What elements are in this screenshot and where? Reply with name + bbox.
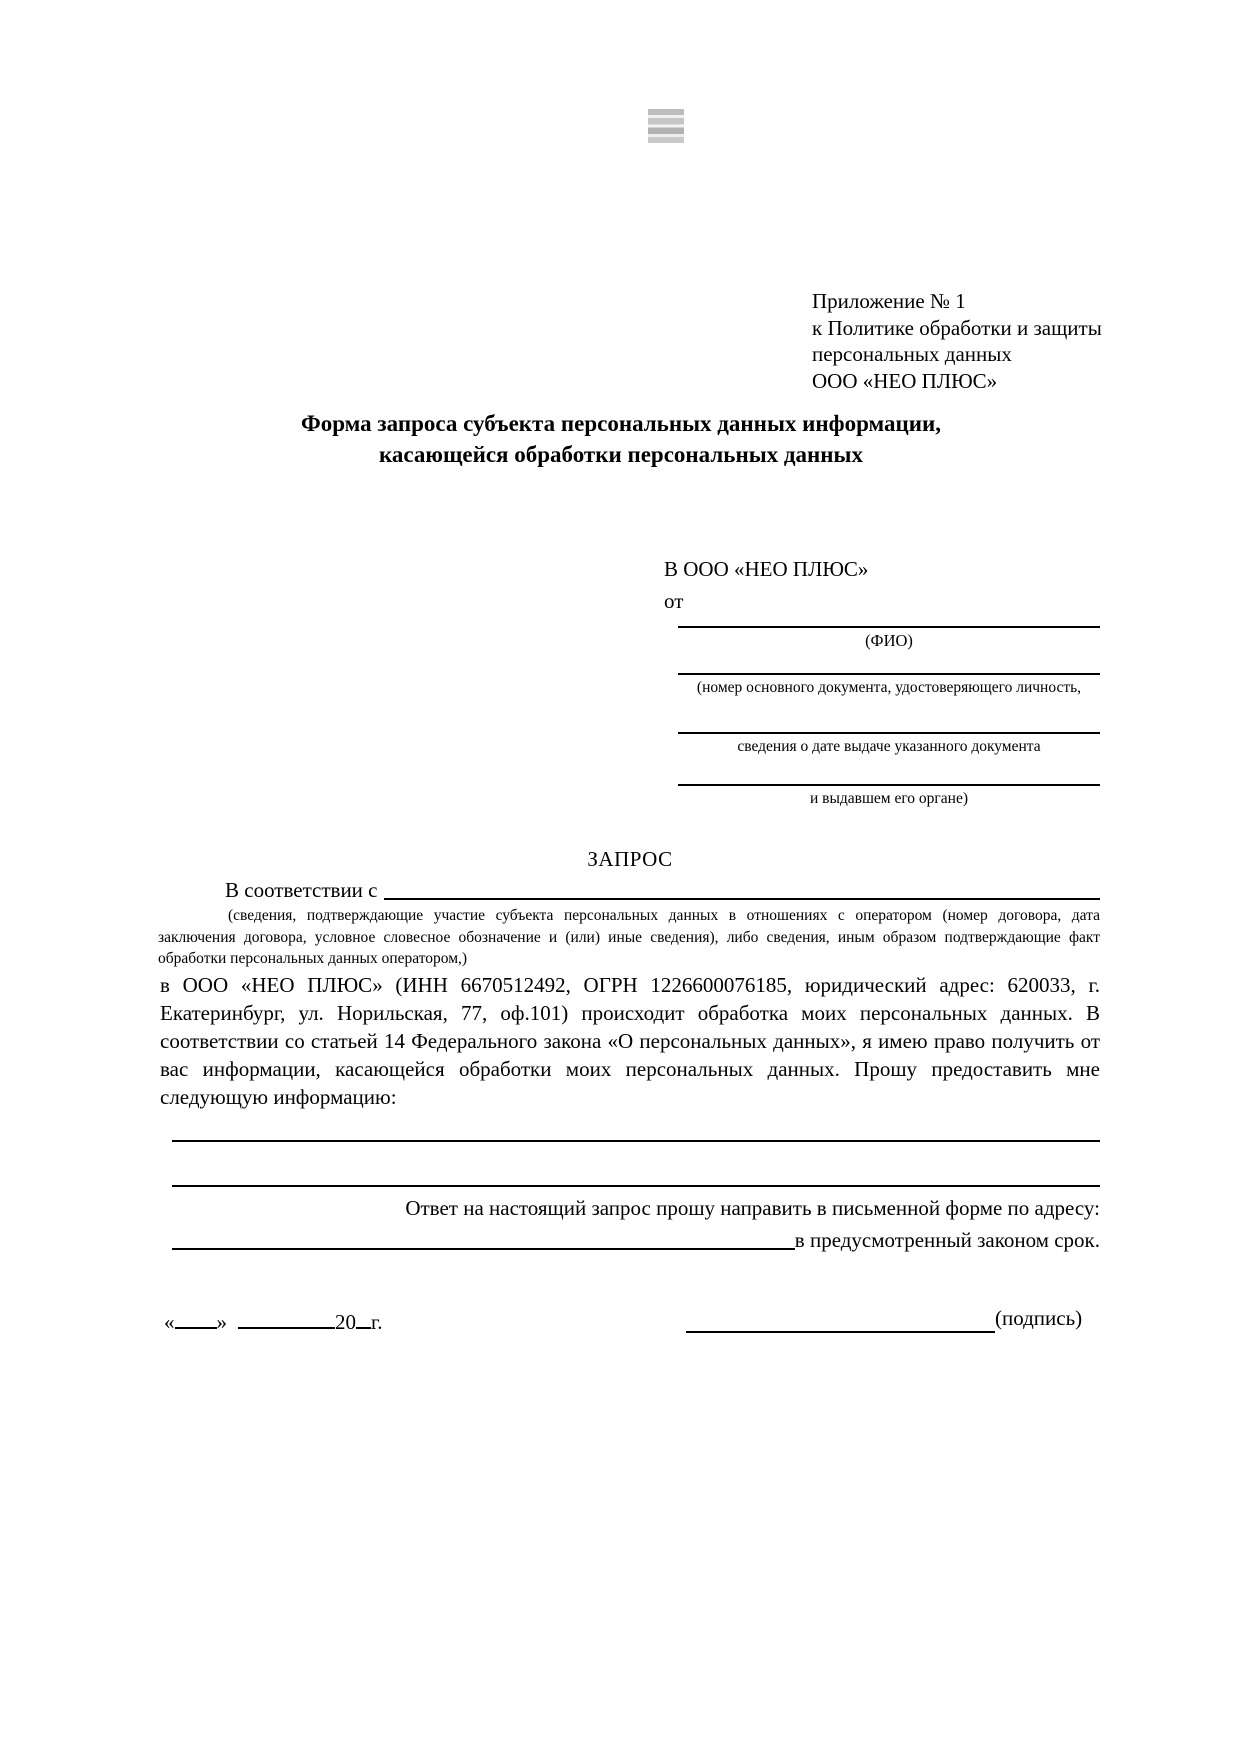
request-body-paragraph: в ООО «НЕО ПЛЮС» (ИНН 6670512492, ОГРН 1226600076185, юридический адрес: 620033, г. Екатеринбург, ул. Норильская, 77, оф.101) происходит обработка моих персональных данных. В соответствии со статьей 14 Федерального закона «О персональных данных», я имею право получить от вас информации, касающейся обработки моих персональных данных. Прошу предоставить мне следующую информацию: [160,973,1100,1109]
reply-tail: в предусмотренный законом срок. [794,1228,1100,1252]
info-fill-line-2 [172,1185,1100,1187]
appendix-line: Приложение № 1 [812,289,966,313]
id-document-caption-1: (номер основного документа, удостоверяющего личность, [696,679,1082,696]
issue-date-fill-line [678,732,1100,734]
issuing-authority-fill-line [678,784,1100,786]
accordance-row [160,877,1100,904]
date-quote-close: » [216,1310,227,1334]
date-row [164,1306,383,1335]
date-year-fill-line [356,1306,371,1329]
date-day-fill-line [175,1306,217,1329]
id-document-caption-3: и выдавшем его органе) [809,790,969,807]
date-year-suffix: г. [371,1310,383,1334]
date-quote-open: « [164,1310,175,1334]
appendix-line: к Политике обработки и защиты [812,315,1102,340]
reply-request-line: Ответ на настоящий запрос прошу направить в письменной форме по адресу: [405,1196,1100,1220]
accordance-label: В соответствии с [225,878,378,902]
signature-caption: (подпись) [995,1306,1083,1330]
appendix-line: ООО «НЕО ПЛЮС» [812,368,998,393]
addressee-organization: В ООО «НЕО ПЛЮС» [664,557,869,581]
document-title [0,408,1242,470]
fio-fill-line [678,626,1100,628]
appendix-block [812,288,1102,394]
title-line-1: Форма запроса субъекта персональных данных информации, [300,411,942,436]
signature-fill-line [686,1331,995,1333]
addressee-from-label: от [664,589,684,613]
accordance-fill-line [384,898,1101,900]
accordance-footnote: (сведения, подтверждающие участие субъекта персональных данных в отношениях с оператором (номер договора, дата заключения договора, условное словесное обозначение и (или) иные сведения), либо сведения, иным образом подтверждающие факт обработки персональных данных оператором,) [158,907,1100,967]
reply-address-row [172,1226,1100,1254]
reply-address-fill-line [172,1248,795,1250]
date-month-fill-line [238,1306,335,1329]
date-year-prefix: 20 [335,1310,356,1334]
id-document-fill-line [678,673,1100,675]
appendix-line: персональных данных [812,342,1012,366]
info-fill-line-1 [172,1140,1100,1142]
blurred-logo-image [648,109,684,143]
title-line-2: касающейся обработки персональных данных [378,442,864,467]
id-document-caption-2: сведения о дате выдаче указанного документа [737,738,1041,755]
fio-caption: (ФИО) [865,631,913,650]
request-heading: ЗАПРОС [587,847,673,871]
